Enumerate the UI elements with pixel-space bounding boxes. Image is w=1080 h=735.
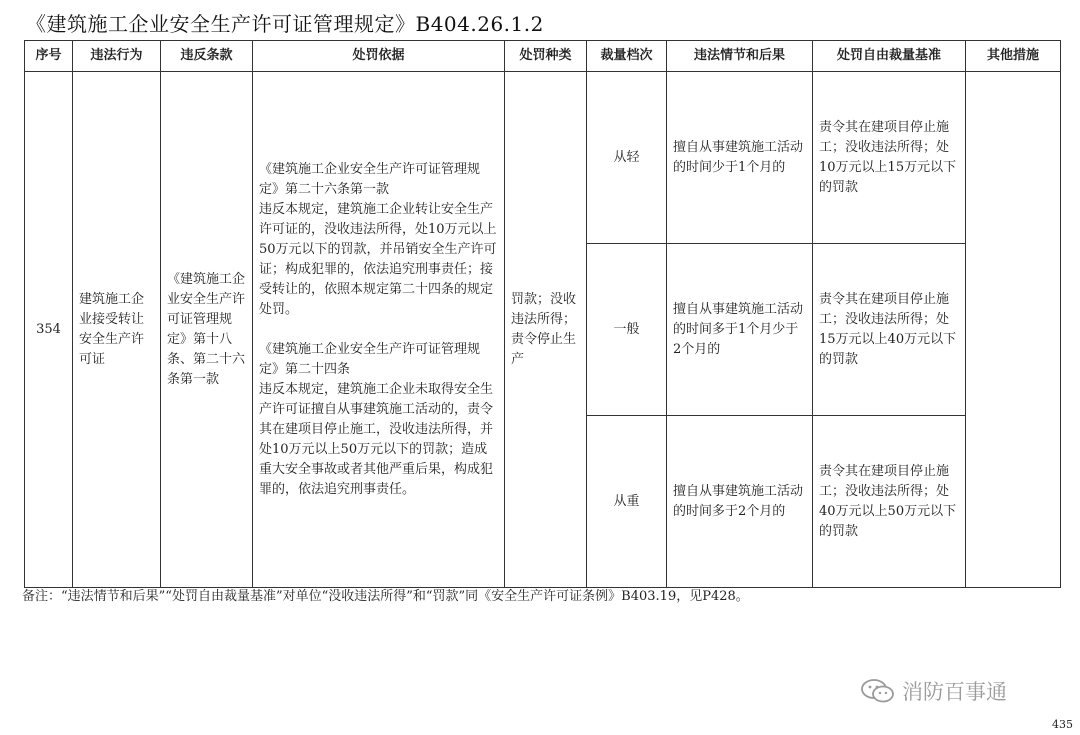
- header-standard: 处罚自由裁量基准: [813, 41, 966, 72]
- penalty-basis-article-24: 《建筑施工企业安全生产许可证管理规定》第二十四条 违反本规定，建筑施工企业未取得安全生产许可证擅自从事建筑施工活动的，责令其在建项目停止施工，没收违法所得，并处10万元以上50万元以下的罚款；造成重大安全事故或者其他严重后果，构成犯罪的，依法追究刑事责任。: [259, 341, 494, 497]
- penalty-basis-article-26: 《建筑施工企业安全生产许可证管理规定》第二十六条第一款 违反本规定，建筑施工企业转让安全生产许可证的，没收违法所得，处10万元以上50万元以下的罚款，并吊销安全生产许可证；构成犯罪的，依法追究刑事责任；接受转让的，依照本规定第二十四条的规定处罚。: [259, 161, 497, 317]
- header-no: 序号: [25, 41, 73, 72]
- standard-heavy: 责令其在建项目停止施工；没收违法所得；处40万元以上50万元以下的罚款: [813, 416, 966, 588]
- row-number: 354: [25, 72, 73, 588]
- table-row: [25, 72, 1061, 244]
- header-other: 其他措施: [966, 41, 1061, 72]
- penalty-basis: [253, 72, 505, 588]
- violation-act: 建筑施工企业接受转让安全生产许可证: [73, 72, 161, 588]
- watermark: [860, 676, 1007, 706]
- table-header-row: [25, 41, 1061, 72]
- watermark-text: 消防百事通: [902, 680, 1007, 704]
- header-penalty-type: 处罚种类: [505, 41, 587, 72]
- header-clause: 违反条款: [161, 41, 253, 72]
- header-act: 违法行为: [73, 41, 161, 72]
- standard-normal: 责令其在建项目停止施工；没收违法所得；处15万元以上40万元以下的罚款: [813, 244, 966, 416]
- other-measures: [966, 72, 1061, 588]
- header-level: 裁量档次: [587, 41, 667, 72]
- circumstance-normal: 擅自从事建筑施工活动的时间多于1个月少于2个月的: [667, 244, 813, 416]
- document-title: 《建筑施工企业安全生产许可证管理规定》B404.26.1.2: [26, 12, 544, 36]
- violated-clause: 《建筑施工企业安全生产许可证管理规定》第十八条、第二十六条第一款: [161, 72, 253, 588]
- standard-light: 责令其在建项目停止施工；没收违法所得；处10万元以上15万元以下的罚款: [813, 72, 966, 244]
- page-number: 435: [1052, 718, 1073, 731]
- header-circumstance: 违法情节和后果: [667, 41, 813, 72]
- wechat-icon: [860, 678, 896, 704]
- penalty-type: 罚款；没收违法所得；责令停止生产: [505, 72, 587, 588]
- header-basis: 处罚依据: [253, 41, 505, 72]
- level-heavy: 从重: [587, 416, 667, 588]
- level-normal: 一般: [587, 244, 667, 416]
- footnote: 备注：“违法情节和后果”“处罚自由裁量基准”对单位“没收违法所得”和“罚款”同《安全生产许可证条例》B403.19，见P428。: [22, 589, 749, 604]
- circumstance-light: 擅自从事建筑施工活动的时间少于1个月的: [667, 72, 813, 244]
- level-light: 从轻: [587, 72, 667, 244]
- penalty-table: [24, 40, 1061, 588]
- circumstance-heavy: 擅自从事建筑施工活动的时间多于2个月的: [667, 416, 813, 588]
